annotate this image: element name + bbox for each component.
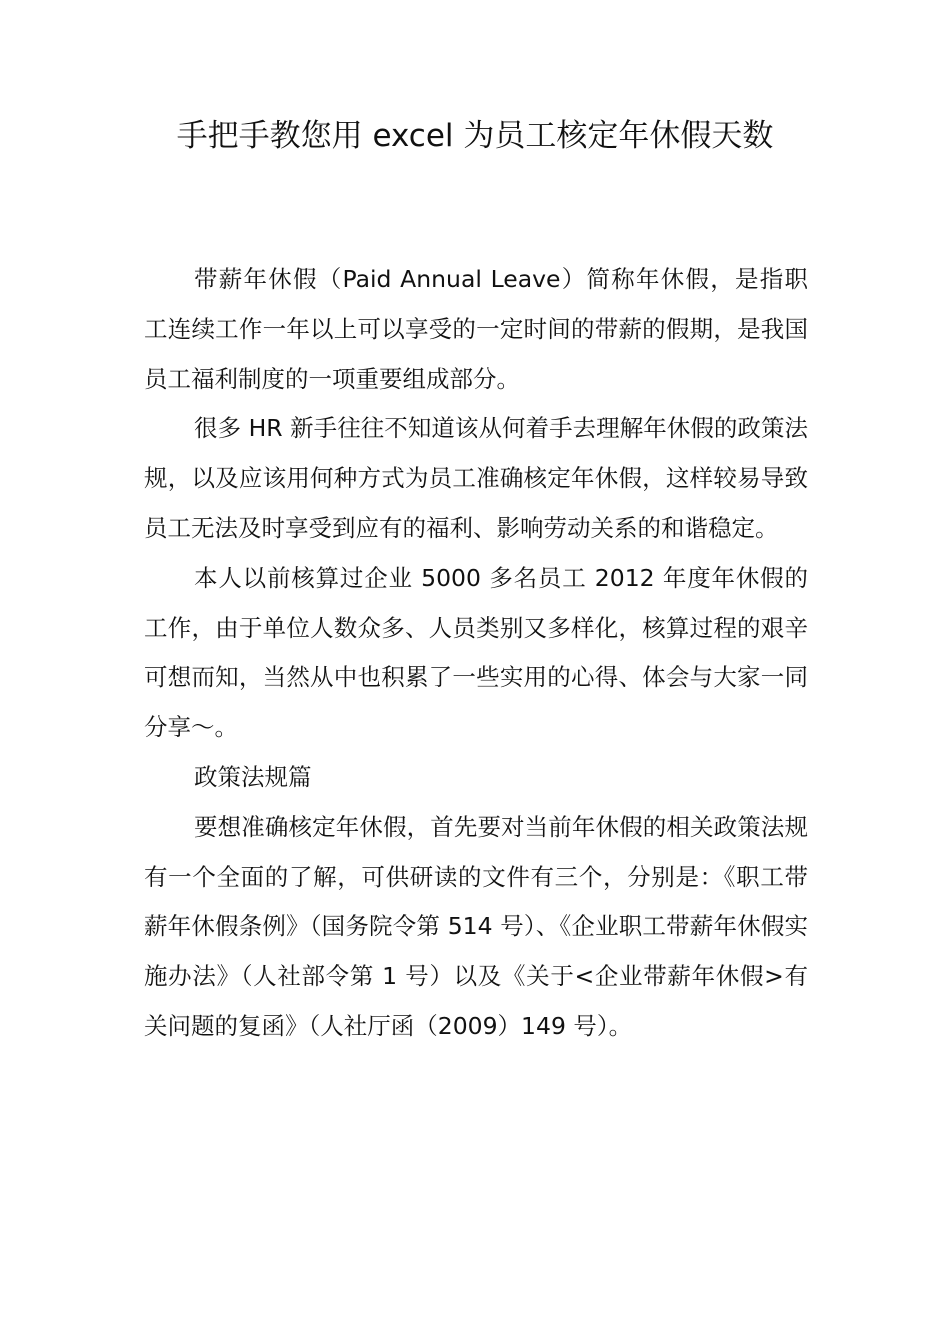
policy-paragraph: 要想准确核定年休假，首先要对当前年休假的相关政策法规有一个全面的了解，可供研读的文件有三个，分别是：《职工带薪年休假条例》（国务院令第 514 号）、《企业职工带薪年休假实施办法》（人社部令第 1 号）以及《关于<企业带薪年休假>有关问题的复函》（人社厅函（2009）149 号）。 — [144, 812, 808, 1040]
hr-newcomer-paragraph: 很多 HR 新手往往不知道该从何着手去理解年休假的政策法规，以及应该用何种方式为员工准确核定年休假，这样较易导致员工无法及时享受到应有的福利、影响劳动关系的和谐稳定。 — [144, 414, 808, 542]
document-title: 手把手教您用 excel 为员工核定年休假天数 — [176, 118, 774, 154]
document-body — [144, 255, 808, 1052]
intro-paragraph: 带薪年休假（Paid Annual Leave）简称年休假，是指职工连续工作一年以上可以享受的一定时间的带薪的假期，是我国员工福利制度的一项重要组成部分。 — [144, 265, 808, 393]
experience-paragraph: 本人以前核算过企业 5000 多名员工 2012 年度年休假的工作，由于单位人数众多、人员类别又多样化，核算过程的艰辛可想而知，当然从中也积累了一些实用的心得、体会与大家一同分享～。 — [144, 563, 808, 742]
section-heading: 政策法规篇 — [194, 762, 312, 791]
